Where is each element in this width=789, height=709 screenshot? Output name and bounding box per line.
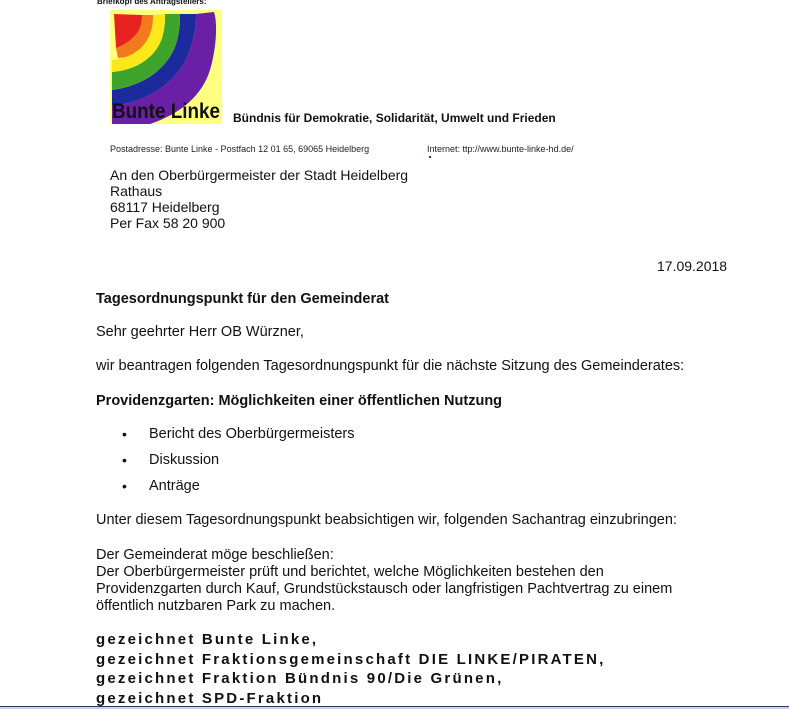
list-item — [122, 426, 355, 452]
recipient-line: An den Oberbürgermeister der Stadt Heidelberg — [110, 167, 409, 183]
dot-mark — [429, 156, 431, 158]
agenda-list — [122, 426, 355, 504]
motion-intro: Unter diesem Tagesordnungspunkt beabsichtigen wir, folgenden Sachantrag einzubringen: — [96, 512, 677, 528]
bullet-icon: • — [122, 478, 127, 494]
logo-text: Bunte Linke — [112, 100, 220, 123]
recipient-line: Rathaus — [110, 183, 163, 199]
signature-line: gezeichnet Bunte Linke, — [96, 631, 319, 648]
motion-line: Providenzgarten durch Kauf, Grundstückstausch oder langfristigen Pachtvertrag zu einem — [96, 581, 673, 597]
signature-block — [96, 630, 606, 708]
recipient-line: 68117 Heidelberg — [110, 199, 220, 215]
letterhead-label: Briefkopf des Antragstellers: — [97, 0, 207, 6]
bullet-icon: • — [122, 452, 127, 468]
website-link[interactable]: Internet: ttp://www.bunte-linke-hd.de/ — [427, 144, 574, 154]
signature-line: gezeichnet SPD-Fraktion — [96, 689, 324, 707]
list-item-text: Anträge — [149, 478, 200, 494]
bullet-icon: • — [122, 426, 127, 442]
motion-text — [96, 547, 672, 615]
list-item — [122, 478, 355, 504]
salutation: Sehr geehrter Herr OB Würzner, — [96, 324, 304, 340]
recipient-line: Per Fax 58 20 900 — [110, 215, 226, 231]
signature-line: gezeichnet Fraktion Bündnis 90/Die Grünen, — [96, 670, 504, 687]
list-item-text: Diskussion — [149, 452, 220, 468]
recipient-address — [110, 167, 408, 231]
agenda-topic: Providenzgarten: Möglichkeiten einer öffentlichen Nutzung — [96, 393, 503, 409]
letterhead-tagline: Bündnis für Demokratie, Solidarität, Umwelt und Frieden — [233, 111, 556, 125]
postal-address: Postadresse: Bunte Linke - Postfach 12 01 65, 69065 Heidelberg — [110, 144, 370, 154]
bunte-linke-logo — [110, 10, 222, 124]
signature-line: gezeichnet Fraktionsgemeinschaft DIE LINKE/PIRATEN, — [96, 650, 606, 668]
list-item-text: Bericht des Oberbürgermeisters — [149, 426, 355, 442]
list-item — [122, 452, 355, 478]
letter-date: 17.09.2018 — [657, 258, 728, 274]
motion-line: öffentlich nutzbaren Park zu machen. — [96, 598, 336, 614]
intro-paragraph: wir beantragen folgenden Tagesordnungspunkt für die nächste Sitzung des Gemeinderates: — [96, 358, 685, 374]
motion-line: Der Oberbürgermeister prüft und berichtet, welche Möglichkeiten bestehen den — [96, 564, 604, 580]
motion-line: Der Gemeinderat möge beschließen: — [96, 547, 334, 563]
letter-heading: Tagesordnungspunkt für den Gemeinderat — [96, 291, 389, 307]
